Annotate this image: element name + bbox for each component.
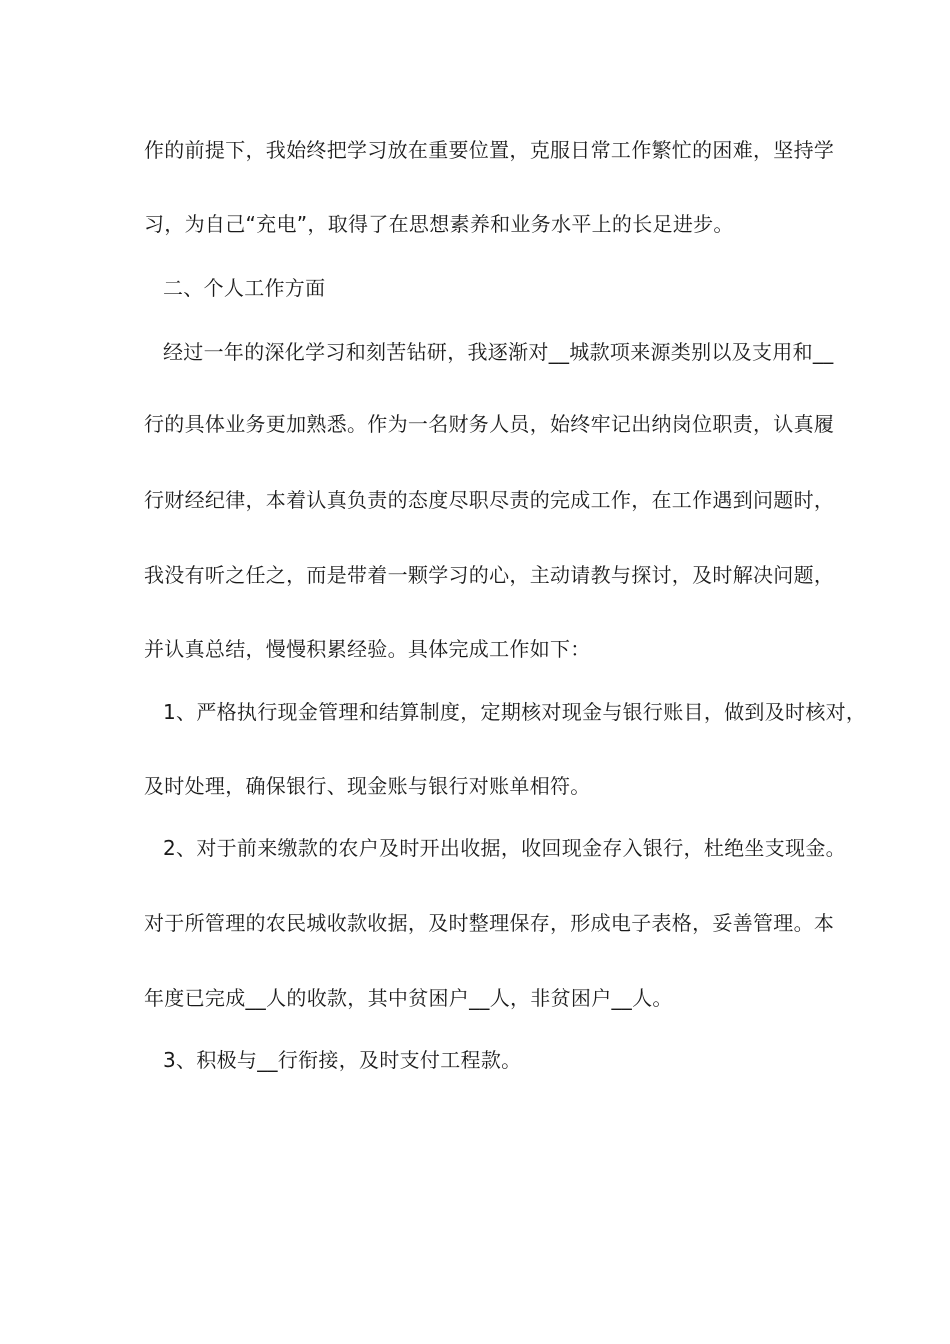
list-item: 3、积极与__行衔接，及时支付工程款。: [163, 1048, 522, 1072]
body-text-line: 经过一年的深化学习和刻苦钻研，我逐渐对__城款项来源类别以及支用和__: [163, 340, 834, 364]
list-item: 2、对于前来缴款的农户及时开出收据，收回现金存入银行，杜绝坐支现金。: [163, 836, 846, 860]
body-text-line: 及时处理，确保银行、现金账与银行对账单相符。: [144, 774, 591, 798]
body-text-line: 对于所管理的农民城收款收据，及时整理保存，形成电子表格，妥善管理。本: [144, 911, 835, 935]
body-text-line: 并认真总结，慢慢积累经验。具体完成工作如下：: [144, 637, 591, 661]
section-heading: 二、个人工作方面: [163, 276, 326, 300]
body-text-line: 我没有听之任之，而是带着一颗学习的心，主动请教与探讨，及时解决问题，: [144, 563, 835, 587]
body-text-line: 习，为自己“充电”，取得了在思想素养和业务水平上的长足进步。: [144, 212, 734, 236]
body-text-line: 作的前提下，我始终把学习放在重要位置，克服日常工作繁忙的困难，坚持学: [144, 138, 835, 162]
body-text-line: 年度已完成__人的收款，其中贫困户__人，非贫困户__人。: [144, 986, 673, 1010]
list-item: 1、严格执行现金管理和结算制度，定期核对现金与银行账目，做到及时核对，: [163, 700, 867, 724]
body-text-line: 行财经纪律，本着认真负责的态度尽职尽责的完成工作，在工作遇到问题时，: [144, 488, 835, 512]
body-text-line: 行的具体业务更加熟悉。作为一名财务人员，始终牢记出纳岗位职责，认真履: [144, 412, 835, 436]
